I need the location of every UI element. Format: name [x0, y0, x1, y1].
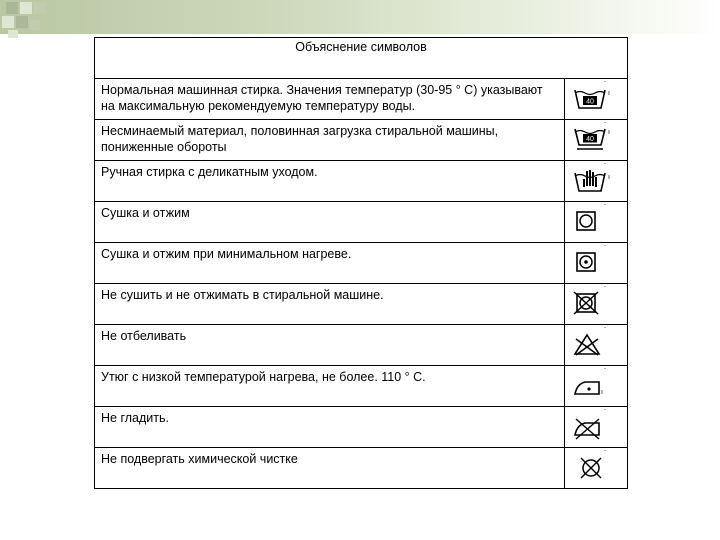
hand-wash-icon: [571, 167, 611, 195]
tick-mark: ˙: [604, 367, 607, 377]
symbol-cell: [565, 325, 628, 366]
decorative-square: [2, 16, 14, 28]
tumble-dry-icon: [571, 208, 611, 236]
svg-text:ı: ı: [601, 389, 603, 396]
symbol-cell: [565, 120, 628, 161]
decorative-square: [20, 2, 32, 14]
symbol-cell: [565, 161, 628, 202]
symbol-cell: [565, 366, 628, 407]
svg-text:ı: ı: [608, 129, 610, 136]
symbol-cell: [565, 202, 628, 243]
row-description: Не гладить.: [95, 407, 565, 448]
row-description: Сушка и отжим: [95, 202, 565, 243]
header-decoration: [0, 0, 720, 34]
tick-mark: ˙: [604, 244, 607, 254]
decorative-square: [34, 2, 46, 14]
no-dry-clean-icon: [571, 454, 611, 482]
no-tumble-dry-icon: [571, 290, 611, 318]
tick-mark: ˙: [604, 326, 607, 336]
iron-low-icon: [571, 372, 611, 400]
symbol-cell: [565, 284, 628, 325]
svg-text:ı: ı: [608, 174, 610, 181]
row-description: Сушка и отжим при минимальном нагреве.: [95, 243, 565, 284]
table-row: [95, 448, 628, 489]
row-description: Ручная стирка с деликатным уходом.: [95, 161, 565, 202]
table-row: [95, 407, 628, 448]
table-title: Объяснение символов: [95, 38, 628, 79]
wash-40-gentle-icon: [571, 126, 611, 154]
tick-mark: ˙: [604, 449, 607, 459]
tick-mark: ˙: [604, 285, 607, 295]
wash-40-icon: [571, 85, 611, 113]
tick-mark: ˙: [604, 121, 607, 131]
decorative-square: [30, 20, 40, 30]
table-row: [95, 120, 628, 161]
symbol-cell: [565, 79, 628, 120]
decorative-square: [6, 2, 18, 14]
tick-mark: ˙: [604, 162, 607, 172]
table-row: [95, 325, 628, 366]
icon-temp-label: 40: [586, 98, 594, 106]
tick-mark: ˙: [604, 408, 607, 418]
symbol-cell: [565, 243, 628, 284]
no-bleach-icon: [571, 331, 611, 359]
table-row: [95, 284, 628, 325]
table-header-row: [95, 38, 628, 79]
row-description: Не подвергать химической чистке: [95, 448, 565, 489]
row-description: Нормальная машинная стирка. Значения температур (30-95 ° С) указывают на максимальную рекомендуемую температуру воды.: [95, 79, 565, 120]
table-row: [95, 79, 628, 120]
table-row: [95, 161, 628, 202]
tick-mark: ˙: [604, 80, 607, 90]
decorative-square: [16, 16, 28, 28]
row-description: Несминаемый материал, половинная загрузка стиральной машины, пониженные обороты: [95, 120, 565, 161]
symbol-cell: [565, 407, 628, 448]
svg-text:ı: ı: [608, 90, 610, 97]
decorative-square: [8, 30, 18, 38]
tumble-dry-low-icon: [571, 249, 611, 277]
table-row: [95, 243, 628, 284]
care-symbols-table: [94, 37, 628, 489]
no-iron-icon: [571, 413, 611, 441]
symbol-cell: [565, 448, 628, 489]
row-description: Не сушить и не отжимать в стиральной машине.: [95, 284, 565, 325]
row-description: Не отбеливать: [95, 325, 565, 366]
row-description: Утюг с низкой температурой нагрева, не более. 110 ° С.: [95, 366, 565, 407]
tick-mark: ˙: [604, 203, 607, 213]
table-row: [95, 202, 628, 243]
icon-temp-label: 40: [586, 136, 594, 143]
table-row: [95, 366, 628, 407]
